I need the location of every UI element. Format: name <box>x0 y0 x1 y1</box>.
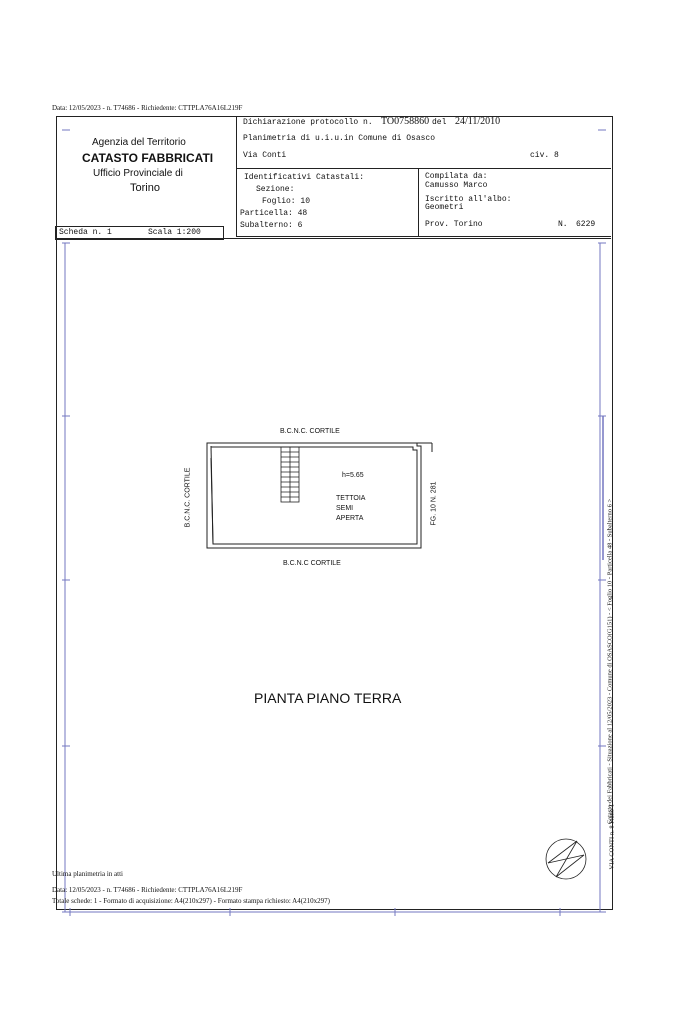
building-walls <box>207 443 432 548</box>
albo-n-label: N. <box>558 220 568 229</box>
footer-request-line: Data: 12/05/2023 - n. T74686 - Richiedente: CTTPLA76A16L219F <box>52 886 243 894</box>
label-room-line3: APERTA <box>336 515 364 522</box>
label-room-line2: SEMI <box>336 505 354 512</box>
scala-label: Scala 1:200 <box>148 228 201 237</box>
declaration-date: 24/11/2010 <box>455 116 501 127</box>
particella: Particella: 48 <box>240 209 308 218</box>
scheda-label: Scheda n. 1 <box>59 228 112 237</box>
albo-number: 6229 <box>576 220 596 229</box>
staircase <box>281 447 299 502</box>
foglio: Foglio: 10 <box>262 197 311 206</box>
footer-format-line: Totale schede: 1 - Formato di acquisizione: A4(210x297) - Formato stampa richiesto: A4(210x297) <box>52 897 330 905</box>
declaration-label: Dichiarazione protocollo n. <box>243 118 373 127</box>
floor-title: PIANTA PIANO TERRA <box>254 690 402 706</box>
identificativi-title: Identificativi Catastali: <box>244 173 365 182</box>
albo: Geometri <box>425 203 464 212</box>
label-left-courtyard: B.C.N.C. CORTILE <box>184 467 192 528</box>
declaration-date-label: del <box>432 118 447 127</box>
compilata-title: Compilata da: <box>425 172 488 181</box>
side-address-text: VIA CONTI n. 8 Piano T <box>608 803 616 870</box>
declaration-number: TO0758860 <box>381 116 430 127</box>
ufficio-label: Ufficio Provinciale di <box>93 168 183 179</box>
request-header: Data: 12/05/2023 - n. T74686 - Richiedente: CTTPLA76A16L219F <box>52 104 243 112</box>
subalterno: Subalterno: 6 <box>240 221 303 230</box>
compass-icon <box>546 839 586 879</box>
side-cadastral-text: Catasto dei Fabbricati - Situazione al 12/05/2023 - Comune di OSASCO(G151) - < Foglio 10 - Particella 48 - Subalterno 6 > <box>606 498 614 825</box>
provincia: Prov. Torino <box>425 220 483 229</box>
sezione: Sezione: <box>256 185 295 194</box>
ultima-planimetria: Ultima planimetria in atti <box>52 870 123 878</box>
iscritto-label: Iscritto all'albo: <box>425 195 512 204</box>
label-top-courtyard: B.C.N.C. CORTILE <box>280 428 340 435</box>
compilata-name: Camusso Marco <box>425 181 488 190</box>
label-height: h=5.65 <box>342 472 364 479</box>
address-civ: civ. 8 <box>530 151 559 160</box>
catasto-title: CATASTO FABBRICATI <box>82 151 214 165</box>
label-adjacent-parcel: FG. 10 N. 281 <box>430 481 438 526</box>
label-room-line1: TETTOIA <box>336 495 366 502</box>
registration-marks <box>62 130 606 916</box>
ufficio-city: Torino <box>130 182 160 194</box>
agency-name: Agenzia del Territorio <box>92 137 186 148</box>
label-bottom-courtyard: B.C.N.C CORTILE <box>283 560 341 567</box>
address-street: Via Conti <box>243 151 287 160</box>
planimetria-line: Planimetria di u.i.u.in Comune di Osasco <box>243 134 436 143</box>
